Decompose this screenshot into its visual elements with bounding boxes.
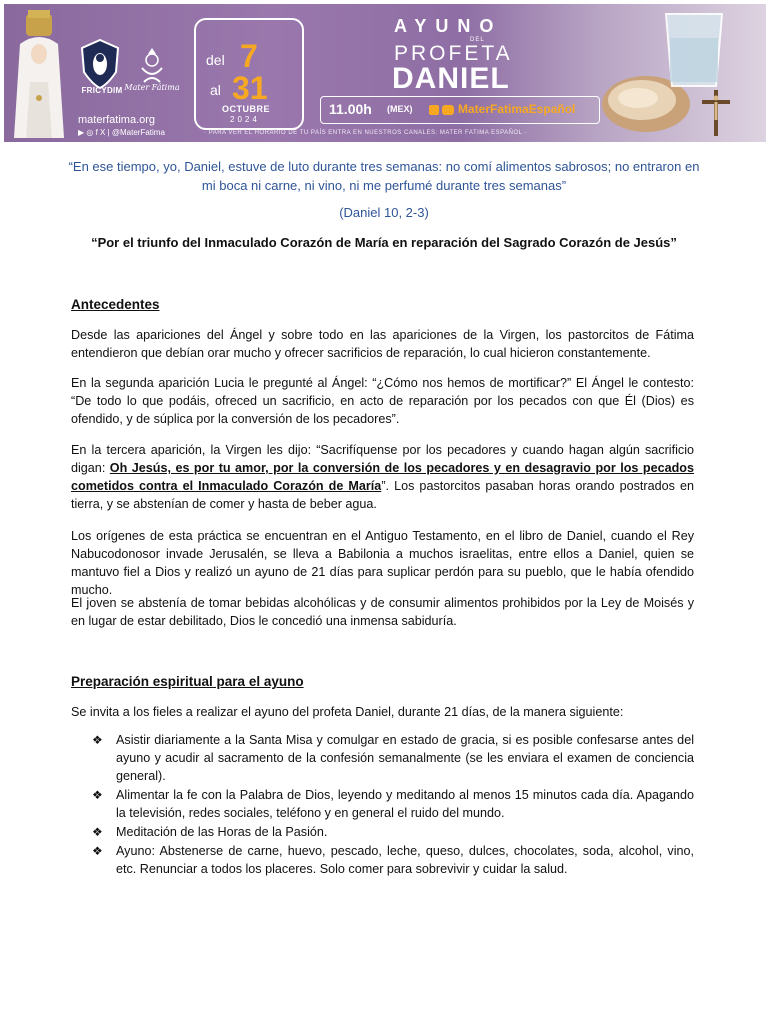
water-glass-image xyxy=(656,8,732,92)
broadcast-time: 11.00h xyxy=(329,101,372,117)
channel-name[interactable]: MaterFatimaEspañol xyxy=(458,102,576,116)
paragraph-3-intro: En la tercera aparición, la Virgen les dijo: “Sacrifíquense por los pecadores y cuando hagan algún sacrificio digan: xyxy=(71,443,694,475)
paragraph-3-outro: ”. Los pastorcitos pasaban horas orando postrados en tierra, y se abstenían de comer y hasta de beber agua. xyxy=(71,479,694,511)
date-month: OCTUBRE xyxy=(222,104,270,114)
fricydim-logo xyxy=(78,38,122,90)
fricydim-label: FRICYDIM xyxy=(81,86,123,95)
facebook-icon[interactable] xyxy=(429,105,439,115)
banner-title-ayuno: AYUNO xyxy=(394,16,503,36)
date-year: 2024 xyxy=(230,115,260,124)
website-url[interactable]: materfatima.org xyxy=(78,114,156,126)
list-item: ❖ Asistir diariamente a la Santa Misa y comulgar en estado de gracia, si es posible confesarse antes del ayuno y acudir al sacramento de la confesión semanalmente (se les enviara el examen de conciencia general). xyxy=(92,733,694,783)
list-item: ❖ Meditación de las Horas de la Pasión. xyxy=(92,825,328,839)
heading-preparacion: Preparación espiritual para el ayuno xyxy=(71,674,304,689)
date-card xyxy=(194,18,304,130)
paragraph-3 xyxy=(71,441,694,513)
list-item: ❖ Alimentar la fe con la Palabra de Dios, leyendo y meditando al menos 15 minutos cada día. Apagando la televisión, redes sociales, teléfono y en general el ruido del mundo. xyxy=(92,788,694,820)
paragraph-5: El joven se abstenía de tomar bebidas alcohólicas y de consumir alimentos prohibidos por la Ley de Moisés y en lugar de estar debilitado, Dios le concedió una inmensa sabiduría. xyxy=(71,596,694,628)
header-banner xyxy=(4,4,766,142)
preparation-intro: Se invita a los fieles a realizar el ayuno del profeta Daniel, durante 21 días, de la manera siguiente: xyxy=(71,705,624,719)
date-to: 31 xyxy=(232,70,268,106)
scripture-citation: (Daniel 10, 2-3) xyxy=(339,205,429,220)
diamond-bullet-icon: ❖ xyxy=(92,733,103,747)
svg-text:Mater Fátima: Mater Fátima xyxy=(124,83,180,92)
banner-title-del: DEL xyxy=(470,37,485,43)
date-to-label: al xyxy=(210,82,221,98)
broadcast-time-box xyxy=(320,96,600,124)
diamond-bullet-icon: ❖ xyxy=(92,825,103,839)
date-from-label: del xyxy=(206,52,225,68)
banner-footer-note: · PARA VER EL HORARIO DE TU PAÍS ENTRA EN NUESTROS CANALES: MATER FATIMA ESPAÑOL · xyxy=(204,130,527,136)
diamond-bullet-icon: ❖ xyxy=(92,788,103,802)
dedication: “Por el triunfo del Inmaculado Corazón de María en reparación del Sagrado Corazón de Jesús” xyxy=(91,235,677,250)
preparation-list xyxy=(92,731,694,879)
scripture-quote: “En ese tiempo, yo, Daniel, estuve de luto durante tres semanas: no comí alimentos sabrosos; no entraron en mi boca ni carne, ni vino, ni me perfumé durante tres semanas” xyxy=(68,159,700,193)
date-from: 7 xyxy=(240,38,258,74)
banner-title-profeta: PROFETA xyxy=(394,42,513,65)
paragraph-2: En la segunda aparición Lucia le pregunté al Ángel: “¿Cómo nos hemos de mortificar?” El Ángel le contesto: “De todo lo que podáis, ofreced un sacrificio, en acto de reparación por los pecados con que Él (Dios) es ofendido, y de súplica por la conversión de los pecadores”. xyxy=(71,376,694,426)
virgin-mary-image xyxy=(12,12,68,138)
crucifix-image xyxy=(696,88,736,138)
prayer-text: Oh Jesús, es por tu amor, por la conversión de los pecadores y en desagravio por los pecados cometidos contra el Inmaculado Corazón de María xyxy=(71,461,695,493)
social-icons: ▶ ◎ f X | xyxy=(78,128,112,137)
mater-fatima-logo xyxy=(124,44,180,92)
heading-antecedentes: Antecedentes xyxy=(71,297,160,312)
paragraph-1: Desde las apariciones del Ángel y sobre todo en las apariciones de la Virgen, los pastorcitos de Fátima entendieron que debían orar mucho y ofrecer sacrificios de reparación, lo cual hicieron constantemente. xyxy=(71,328,694,360)
social-links[interactable] xyxy=(78,128,165,137)
banner-title-daniel: DANIEL xyxy=(392,62,510,95)
youtube-icon[interactable] xyxy=(442,105,454,115)
social-handle: @MaterFatima xyxy=(111,128,165,137)
list-item: ❖ Ayuno: Abstenerse de carne, huevo, pescado, leche, queso, dulces, chocolates, soda, alcohol, vino, etc. Renunciar a todos los placeres. Solo comer para sobrevivir y cuidar la salud. xyxy=(92,844,694,876)
time-zone: (MEX) xyxy=(387,104,413,114)
paragraph-4: Los orígenes de esta práctica se encuentran en el Antiguo Testamento, en el libro de Daniel, cuando el Rey Nabucodonosor invade Jerusalén, se lleva a Babilonia a muchos israelitas, entre ellos a Daniel, quien se mantuvo fiel a Dios y realizó un ayuno de 21 días para suplicar perdón para su pueblo, que le había ofendido mucho. xyxy=(71,529,694,597)
diamond-bullet-icon: ❖ xyxy=(92,844,103,858)
